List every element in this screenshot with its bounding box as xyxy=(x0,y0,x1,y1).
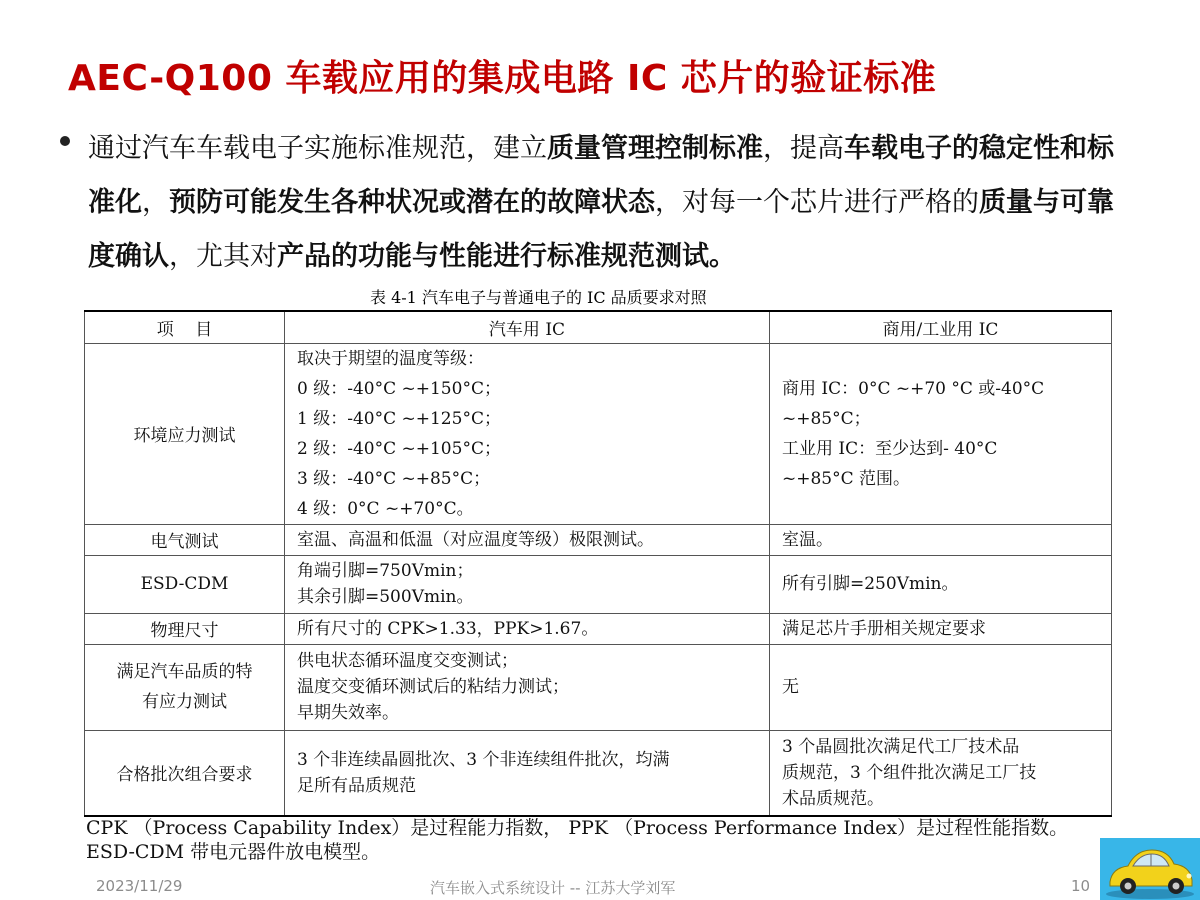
bullet-segment-bold: 车载电子的稳定性和标准化 xyxy=(88,133,1114,218)
table-row xyxy=(85,343,1112,524)
row-commercial xyxy=(770,613,1112,644)
cell-line: 所有尺寸的 CPK>1.33，PPK>1.67。 xyxy=(297,618,599,639)
cell-line: 商用 IC：0°C ~+70 °C 或-40°C xyxy=(782,378,1045,399)
cell-line: 所有引脚=250Vmin。 xyxy=(782,574,959,594)
row-auto xyxy=(285,555,770,613)
row-commercial xyxy=(770,730,1112,816)
cell-line: 无 xyxy=(782,677,799,697)
table-row xyxy=(85,555,1112,613)
bullet-segment: ，提高 xyxy=(763,133,844,164)
bullet-segment-bold: 质量管理控制标准 xyxy=(547,133,763,164)
bullet-segment-bold: 预防可能发生各种状况或潜在的故障状态 xyxy=(169,187,655,218)
page-number: 10 xyxy=(1071,877,1091,895)
cell-line: 1 级：-40°C ~+125°C； xyxy=(297,408,501,429)
table-caption: 表 4-1 汽车电子与普通电子的 IC 品质要求对照 xyxy=(370,288,707,307)
row-auto xyxy=(285,730,770,816)
cell-line: 角端引脚=750Vmin； xyxy=(297,561,474,581)
table-row xyxy=(85,613,1112,644)
header-auto-ic: 汽车用 IC xyxy=(285,311,770,343)
row-commercial xyxy=(770,644,1112,730)
cell-line: 室温。 xyxy=(782,529,833,550)
table-header-row xyxy=(85,311,1112,343)
cell-line: 0 级：-40°C ~+150°C； xyxy=(297,378,501,399)
cell-line: 室温、高温和低温（对应温度等级）极限测试。 xyxy=(297,529,654,550)
table-row xyxy=(85,644,1112,730)
footer-date: 2023/11/29 xyxy=(96,877,183,895)
row-commercial xyxy=(770,524,1112,555)
cell-line: ~+85°C 范围。 xyxy=(782,468,911,489)
cell-line: 满足汽车品质的特 xyxy=(116,662,253,682)
bullet-segment: ，对每一个芯片进行严格的 xyxy=(655,187,979,218)
footnote-line: CPK （Process Capability Index）是过程能力指数， PPK （Process Performance Index）是过程性能指数。 xyxy=(86,817,1069,839)
bullet-text xyxy=(88,122,1120,284)
footer-course: 汽车嵌入式系统设计 -- 江苏大学刘军 xyxy=(430,879,676,897)
row-item: ESD-CDM xyxy=(85,555,285,613)
header-commercial-ic: 商用/工业用 IC xyxy=(770,311,1112,343)
row-auto xyxy=(285,644,770,730)
yellow-car-icon xyxy=(1100,838,1200,900)
row-commercial xyxy=(770,555,1112,613)
cell-line: 其余引脚=500Vmin。 xyxy=(297,587,474,607)
cell-line: 供电状态循环温度交变测试； xyxy=(297,651,518,671)
row-item xyxy=(85,644,285,730)
cell-line: 3 个非连续晶圆批次、3 个非连续组件批次，均满 xyxy=(297,749,670,770)
table-row xyxy=(85,524,1112,555)
table-row xyxy=(85,730,1112,816)
header-item: 项 目 xyxy=(85,311,285,343)
slide-title: AEC-Q100 车载应用的集成电路 IC 芯片的验证标准 xyxy=(68,58,937,99)
cell-line: 温度交变循环测试后的粘结力测试； xyxy=(297,677,569,697)
cell-line: 术品质规范。 xyxy=(782,788,884,809)
cell-line: 足所有品质规范 xyxy=(297,775,416,796)
comparison-table xyxy=(84,310,1112,817)
cell-line: ~+85°C； xyxy=(782,408,871,429)
bullet-dot-icon xyxy=(60,136,70,146)
footnote xyxy=(86,816,1116,864)
row-commercial xyxy=(770,343,1112,524)
cell-line: 3 级：-40°C ~+85°C； xyxy=(297,468,491,489)
row-item: 电气测试 xyxy=(85,524,285,555)
cell-line: 工业用 IC：至少达到- 40°C xyxy=(782,438,998,459)
bullet-segment-bold: 产品的功能与性能进行标准规范测试。 xyxy=(277,241,736,272)
cell-line: 满足芯片手册相关规定要求 xyxy=(782,618,986,639)
bullet-segment: 通过汽车车载电子实施标准规范，建立 xyxy=(88,133,547,164)
cell-line: 早期失效率。 xyxy=(297,703,399,723)
row-item: 物理尺寸 xyxy=(85,613,285,644)
cell-line: 有应力测试 xyxy=(142,692,227,712)
bullet-segment: ， xyxy=(142,187,169,218)
cell-line: 3 个晶圆批次满足代工厂技术品 xyxy=(782,736,1020,757)
row-item: 环境应力测试 xyxy=(85,343,285,524)
cell-line: 质规范，3 个组件批次满足工厂技 xyxy=(782,762,1037,783)
bullet-paragraph xyxy=(60,122,1120,284)
row-auto xyxy=(285,343,770,524)
bullet-segment-bold: 质量与可靠度确认 xyxy=(88,187,1114,272)
row-auto xyxy=(285,613,770,644)
cell-line: 取决于期望的温度等级： xyxy=(297,348,484,369)
footnote-line: ESD-CDM 带电元器件放电模型。 xyxy=(86,841,381,863)
cell-line: 2 级：-40°C ~+105°C； xyxy=(297,438,501,459)
row-item: 合格批次组合要求 xyxy=(85,730,285,816)
cell-line: 4 级：0°C ~+70°C。 xyxy=(297,498,474,519)
row-auto xyxy=(285,524,770,555)
bullet-segment: ，尤其对 xyxy=(169,241,277,272)
